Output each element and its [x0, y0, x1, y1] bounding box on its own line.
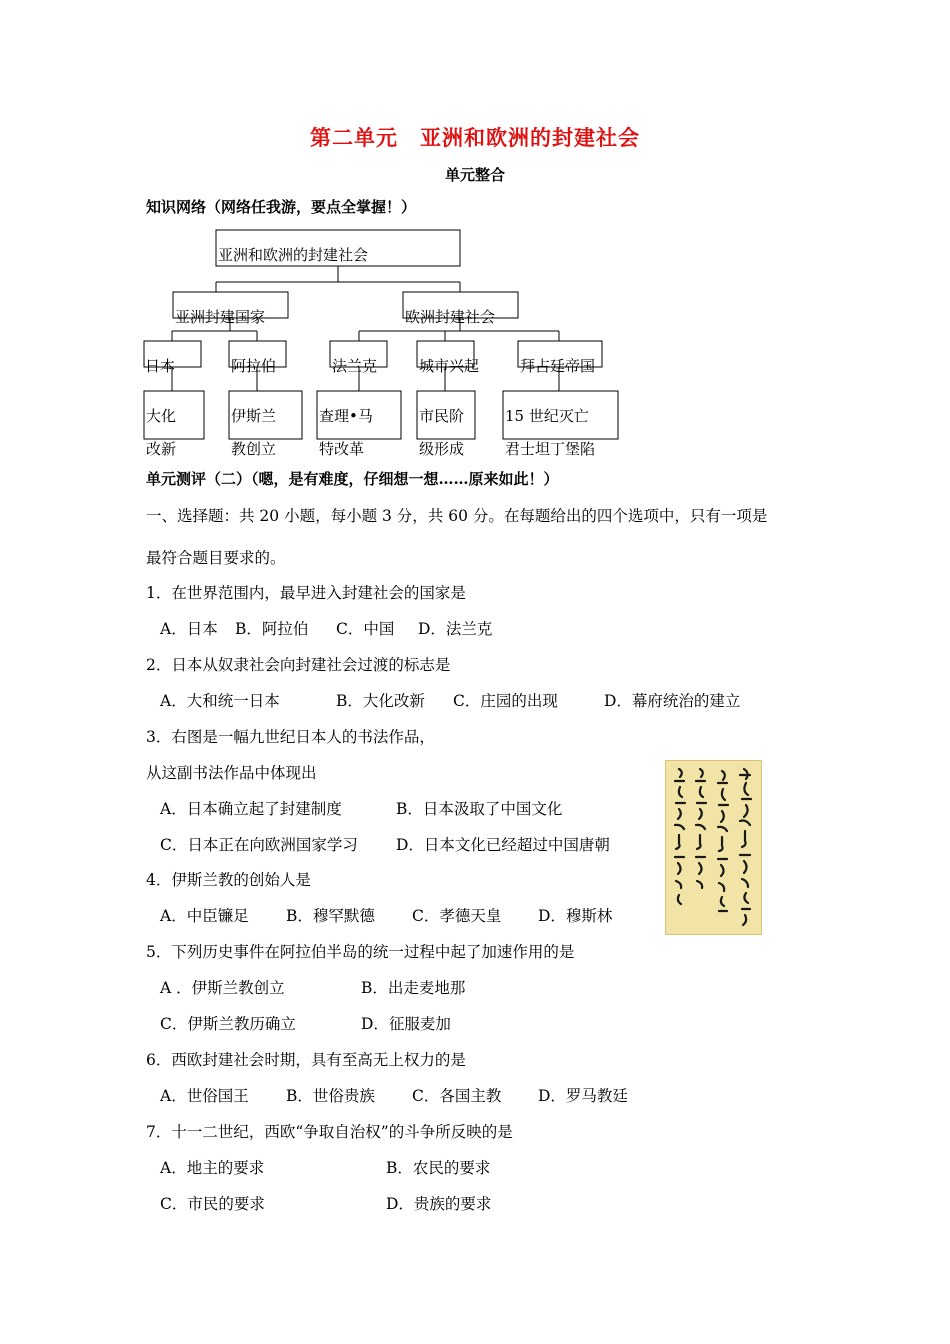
page-subtitle: 单元整合 — [444, 166, 505, 184]
question-3-stem-2: 从这副书法作品中体现出 — [146, 764, 317, 782]
question-5-stem: 5．下列历史事件在阿拉伯半岛的统一过程中起了加速作用的是 — [146, 943, 575, 961]
question-1-stem: 1．在世界范围内，最早进入封建社会的国家是 — [146, 584, 466, 602]
node-fall-2: 君士坦丁堡陷 — [505, 440, 596, 458]
node-charles-1: 查理•马 — [319, 407, 373, 425]
node-fall-1: 15 世纪灭亡 — [505, 407, 589, 425]
section-intro-line2: 最符合题目要求的。 — [146, 549, 286, 567]
node-frank: 法兰克 — [332, 357, 378, 375]
q4-option-d: D．穆斯林 — [538, 907, 613, 925]
q4-option-a: A．中臣镰足 — [160, 907, 249, 925]
node-islam-1: 伊斯兰 — [231, 407, 277, 425]
page-title: 第二单元 亚洲和欧洲的封建社会 — [310, 125, 640, 150]
node-city: 城市兴起 — [419, 357, 480, 375]
q7-option-c: C．市民的要求 — [160, 1195, 265, 1213]
node-taika-2: 改新 — [146, 440, 177, 458]
q1-option-a: A．日本 — [160, 620, 218, 638]
q7-option-b: B．农民的要求 — [386, 1159, 491, 1177]
q4-option-c: C．孝德天皇 — [412, 907, 502, 925]
node-islam-2: 教创立 — [231, 440, 277, 458]
node-arabia: 阿拉伯 — [231, 357, 277, 375]
q2-option-a: A．大和统一日本 — [160, 692, 280, 710]
q1-option-d: D．法兰克 — [418, 620, 493, 638]
question-6-stem: 6．西欧封建社会时期，具有至高无上权力的是 — [146, 1051, 466, 1069]
node-taika-1: 大化 — [146, 407, 177, 425]
node-byzantine: 拜占廷帝国 — [520, 357, 596, 375]
q3-option-a: A．日本确立起了封建制度 — [160, 800, 342, 818]
node-citizen-1: 市民阶 — [419, 407, 465, 425]
node-charles-2: 特改革 — [319, 440, 365, 458]
q7-option-d: D．贵族的要求 — [386, 1195, 492, 1213]
q6-option-a: A．世俗国王 — [160, 1087, 249, 1105]
q6-option-c: C．各国主教 — [412, 1087, 502, 1105]
q6-option-d: D．罗马教廷 — [538, 1087, 628, 1105]
q1-option-b: B．阿拉伯 — [235, 620, 309, 638]
node-citizen-2: 级形成 — [419, 440, 465, 458]
section-intro-line1: 一、选择题：共 20 小题，每小题 3 分，共 60 分。在每题给出的四个选项中，只有一项是 — [146, 507, 768, 525]
q5-option-b: B．出走麦地那 — [361, 979, 466, 997]
node-japan: 日本 — [145, 357, 176, 375]
q2-option-b: B．大化改新 — [336, 692, 425, 710]
q5-option-a: A ．伊斯兰教创立 — [160, 979, 285, 997]
q7-option-a: A．地主的要求 — [160, 1159, 265, 1177]
q5-option-c: C．伊斯兰教历确立 — [160, 1015, 296, 1033]
question-7-stem: 7．十一二世纪，西欧“争取自治权”的斗争所反映的是 — [146, 1123, 513, 1141]
node-root: 亚洲和欧洲的封建社会 — [218, 246, 369, 264]
question-4-stem: 4．伊斯兰教的创始人是 — [146, 871, 311, 889]
question-3-stem: 3．右图是一幅九世纪日本人的书法作品， — [146, 728, 435, 746]
network-heading: 知识网络（网络任我游，要点全掌握！） — [146, 198, 417, 216]
question-2-stem: 2．日本从奴隶社会向封建社会过渡的标志是 — [146, 656, 451, 674]
q5-option-d: D．征服麦加 — [361, 1015, 451, 1033]
node-europe: 欧洲封建社会 — [405, 308, 496, 326]
q2-option-d: D．幕府统治的建立 — [604, 692, 741, 710]
calligraphy-image — [665, 760, 762, 935]
test-heading: 单元测评（二）（嗯，是有难度，仔细想一想……原来如此！） — [146, 470, 559, 488]
node-asia: 亚洲封建国家 — [175, 308, 266, 326]
q3-option-c: C．日本正在向欧洲国家学习 — [160, 836, 358, 854]
q3-option-b: B．日本汲取了中国文化 — [396, 800, 563, 818]
knowledge-network-diagram — [0, 0, 950, 480]
q6-option-b: B．世俗贵族 — [286, 1087, 375, 1105]
q4-option-b: B．穆罕默德 — [286, 907, 375, 925]
q2-option-c: C．庄园的出现 — [453, 692, 558, 710]
q1-option-c: C．中国 — [336, 620, 395, 638]
q3-option-d: D．日本文化已经超过中国唐朝 — [396, 836, 610, 854]
